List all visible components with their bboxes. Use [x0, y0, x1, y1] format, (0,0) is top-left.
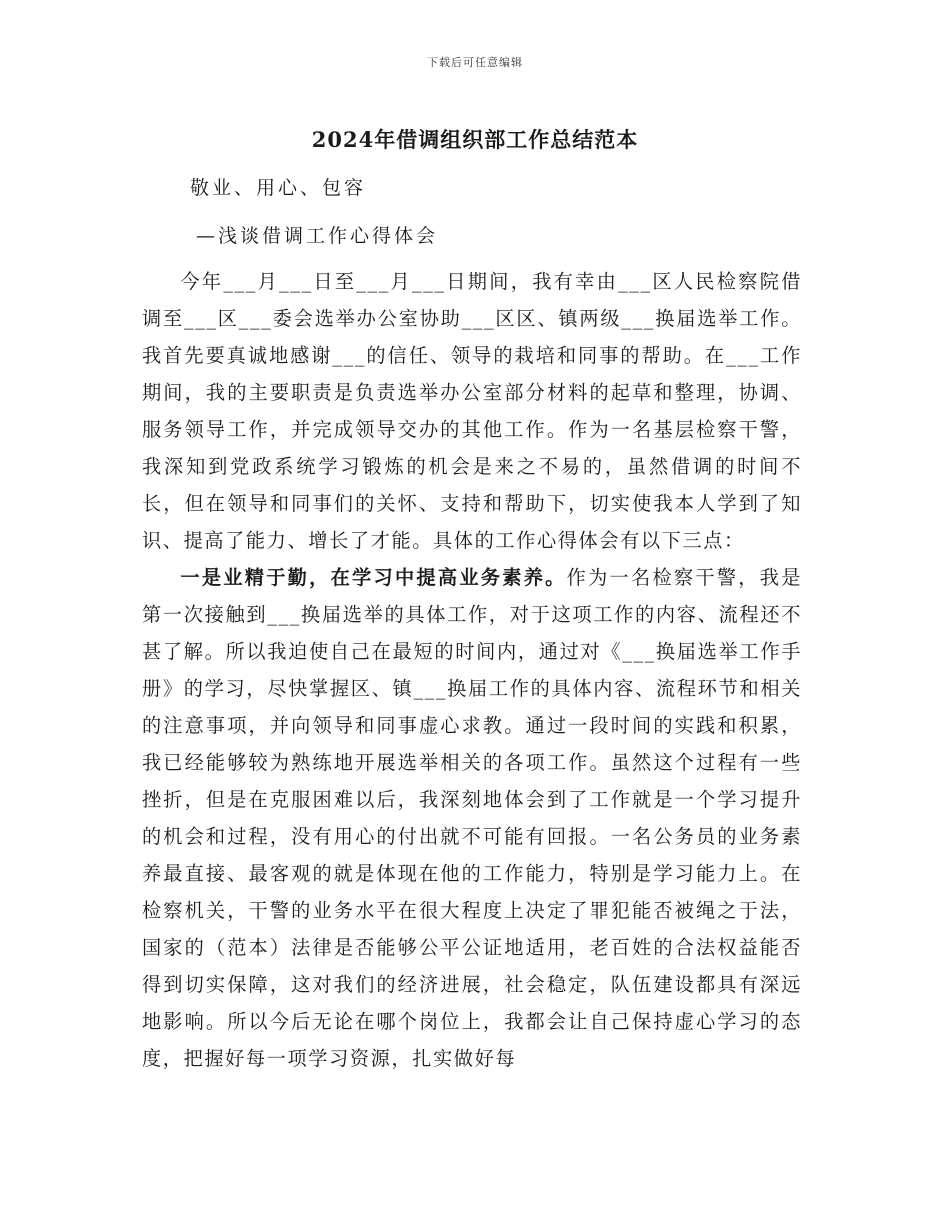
document-subtitle-secondary: —浅谈借调工作心得体会	[196, 225, 439, 247]
paragraph-text: 作为一名检察干警，我是第一次接触到___换届选举的具体工作，对于这项工作的内容、流程还不甚了解。所以我迫使自己在最短的时间内，通过对《___换届选举工作手册》的学习，尽快掌握区、镇___换届工作的具体内容、流程环节和相关的注意事项，并向领导和同事虚心求教。通过一段时间的实践和积累，我已经能够较为熟练地开展选举相关的各项工作。虽然这个过程有一些挫折，但是在克服困难以后，我深刻地体会到了工作就是一个学习提升的机会和过程，没有用心的付出就不可能有回报。一名公务员的业务素养最直接、最客观的就是体现在他的工作能力，特别是学习能力上。在检察机关，干警的业务水平在很大程度上决定了罪犯能否被绳之于法，国家的（范本）法律是否能够公平公证地适用，老百姓的合法权益能否得到切实保障，这对我们的经济进展，社会稳定，队伍建设都具有深远地影响。所以今后无论在哪个岗位上，我都会让自己保持虚心学习的态度，把握好每一项学习资源，扎实做好每	[142, 566, 802, 1070]
paragraph-lead: 一是业精于勤，在学习中提高业务素养。	[180, 566, 567, 589]
document-body	[142, 263, 802, 1077]
document-subtitle: 敬业、用心、包容	[190, 177, 367, 199]
document-title: 2024年借调组织部工作总结范本	[311, 127, 639, 152]
paragraph-intro	[142, 263, 802, 559]
header-note: 下载后可任意编辑	[427, 56, 523, 69]
paragraph-point-one	[142, 559, 802, 1077]
paragraph-text: 今年___月___日至___月___日期间，我有幸由___区人民检察院借调至___区___委会选举办公室协助___区区、镇两级___换届选举工作。我首先要真诚地感谢___的信任、领导的栽培和同事的帮助。在___工作期间，我的主要职责是负责选举办公室部分材料的起草和整理，协调、服务领导工作，并完成领导交办的其他工作。作为一名基层检察干警，我深知到党政系统学习锻炼的机会是来之不易的，虽然借调的时间不长，但在领导和同事们的关怀、支持和帮助下，切实使我本人学到了知识、提高了能力、增长了才能。具体的工作心得体会有以下三点：	[142, 270, 802, 552]
